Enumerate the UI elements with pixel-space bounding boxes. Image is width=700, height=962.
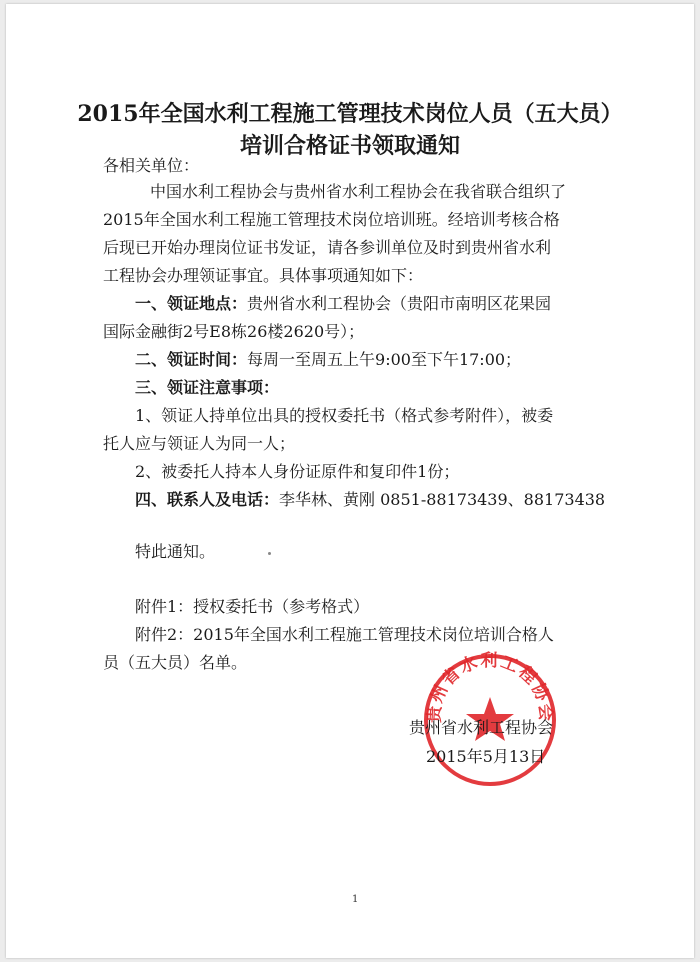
closing: 特此通知。	[135, 542, 216, 561]
item-location-label: 一、领证地点：	[135, 294, 248, 313]
item-contact-text: 李华林、黄刚 0851-88173439、88173438	[279, 490, 606, 509]
page-number: 1	[352, 894, 359, 905]
attachment-1: 附件1：授权委托书（参考格式）	[135, 597, 370, 616]
item-location-text: 贵州省水利工程协会（贵阳市南明区花果园	[247, 294, 552, 313]
signature-org: 贵州省水利工程协会	[409, 718, 554, 737]
item-contact	[135, 489, 605, 511]
item-location-line-2: 国际金融街2号E8栋26楼2620号）；	[103, 322, 365, 341]
note-1-line-1: 1、领证人持单位出具的授权委托书（格式参考附件），被委	[135, 406, 554, 425]
signature-date: 2015年5月13日	[426, 747, 546, 766]
item-location	[135, 293, 551, 315]
item-time-text: 每周一至周五上午9:00至下午17:00；	[247, 350, 522, 369]
salutation: 各相关单位：	[103, 156, 200, 175]
attachment-2-line-1: 附件2：2015年全国水利工程施工管理技术岗位培训合格人	[135, 625, 554, 644]
intro-line-2: 2015年全国水利工程施工管理技术岗位培训班。经培训考核合格	[103, 210, 560, 229]
intro-line-3: 后现已开始办理岗位证书发证，请各参训单位及时到贵州省水利	[103, 238, 552, 257]
intro-line-4: 工程协会办理领证事宜。具体事项通知如下：	[103, 266, 424, 285]
intro-line-1: 中国水利工程协会与贵州省水利工程协会在我省联合组织了	[150, 182, 567, 201]
item-contact-label: 四、联系人及电话：	[135, 490, 280, 509]
item-time-label: 二、领证时间：	[135, 350, 248, 369]
scan-speck	[268, 552, 271, 555]
note-2: 2、被委托人持本人身份证原件和复印件1份；	[135, 462, 460, 481]
attachment-2-line-2: 员（五大员）名单。	[103, 653, 248, 672]
item-notes-heading: 三、领证注意事项：	[135, 378, 280, 397]
item-time	[135, 349, 521, 371]
title-line-2: 培训合格证书领取通知	[239, 133, 460, 159]
title-line-1: 2015年全国水利工程施工管理技术岗位人员（五大员）	[77, 101, 623, 127]
svg-text:贵州省水利工程协会: 贵州省水利工程协会	[424, 651, 556, 724]
note-1-line-2: 托人应与领证人为同一人；	[103, 434, 296, 453]
